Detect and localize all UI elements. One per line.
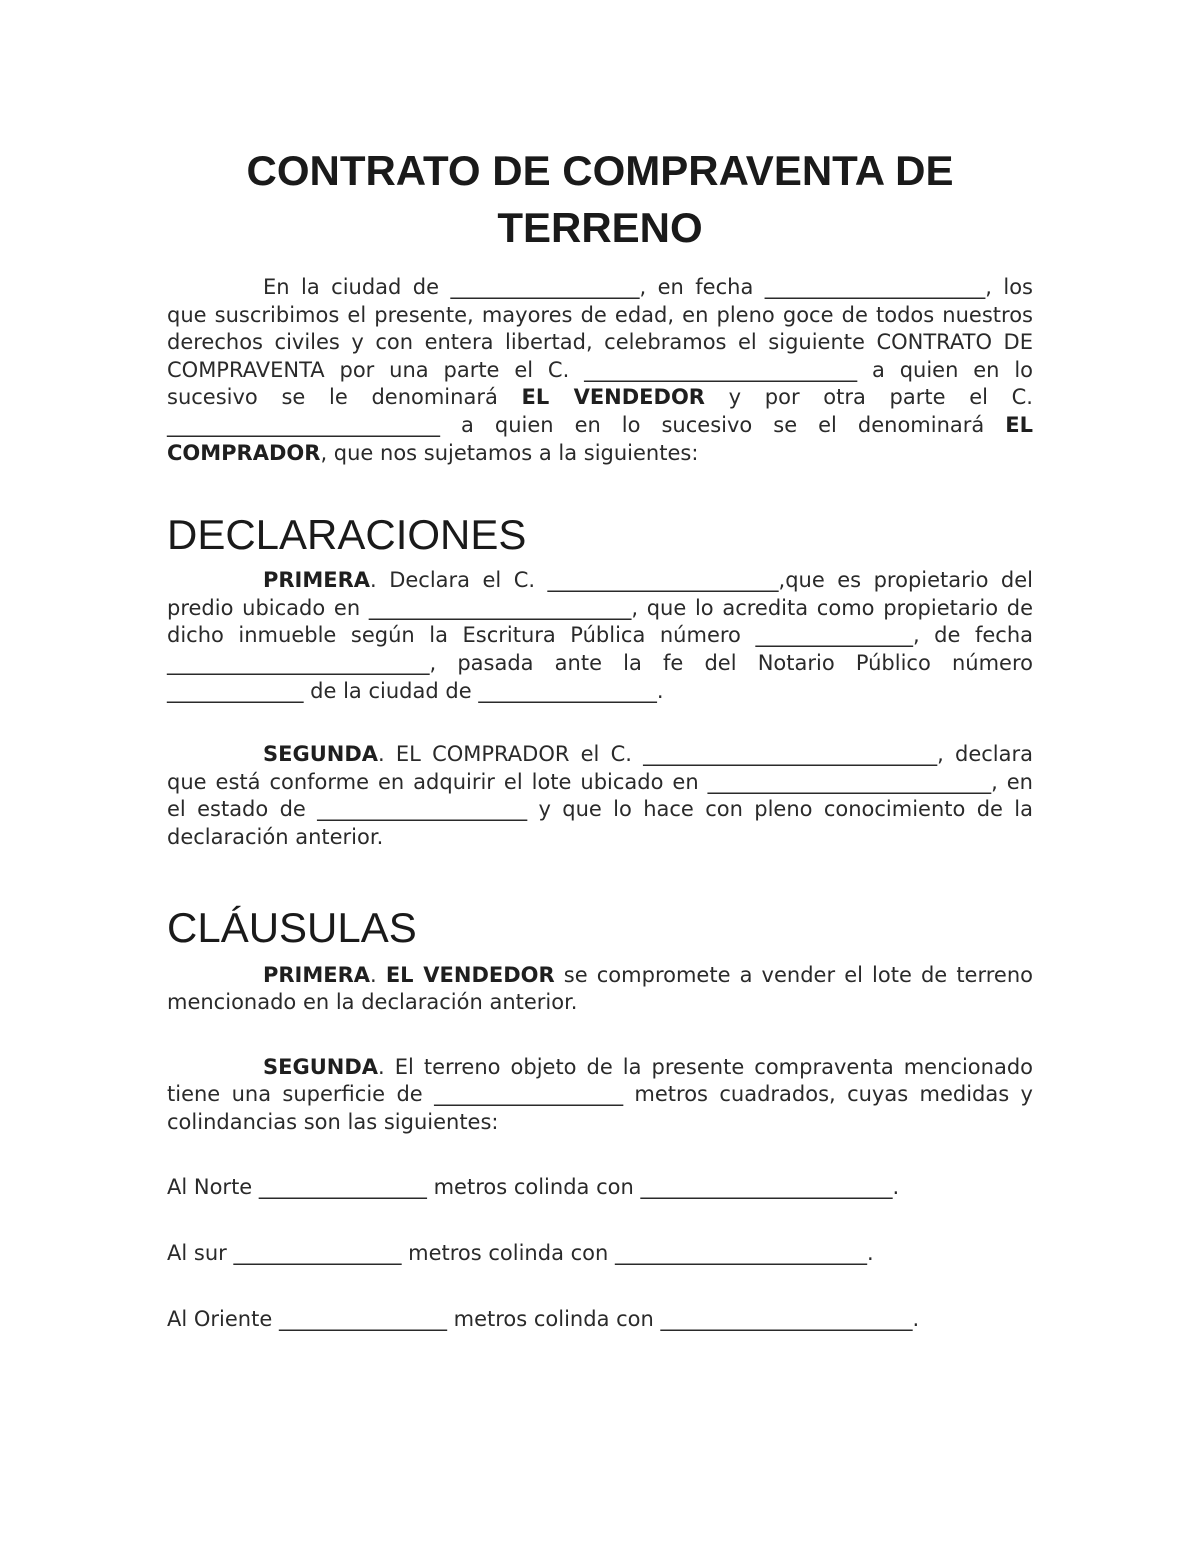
boundary-text: Al sur (167, 1241, 234, 1266)
clause-text: metros cuadrados, cuyas medidas y colindancias son las siguientes: (167, 1082, 1033, 1134)
clause-text: , declara que está conforme en adquirir el lote ubicado en (167, 742, 1033, 794)
buyer-name-blank: __________________________ (167, 412, 440, 437)
boundary-text: . (892, 1175, 900, 1200)
south-neighbor-blank: ________________________ (615, 1241, 867, 1266)
deed-number-blank: _______________ (755, 623, 913, 648)
clause-text: . El terreno objeto de la presente compraventa mencionado tiene una superficie de (167, 1054, 1033, 1107)
clause-text: , pasada ante la fe del Notario Público número (429, 650, 1033, 675)
boundary-north (167, 1174, 1033, 1202)
title-line-2: TERRENO (497, 204, 703, 251)
clause-label: SEGUNDA (263, 1054, 379, 1079)
buyer-term: EL COMPRADOR (167, 412, 1033, 465)
surface-area-blank: __________________ (434, 1082, 624, 1107)
date-blank: _____________________ (764, 275, 986, 299)
clause-text: se compromete a vender el lote de terreno mencionado en la declaración anterior. (167, 962, 1033, 1015)
declaraciones-heading: DECLARACIONES (167, 511, 527, 559)
north-meters-blank: ________________ (258, 1175, 427, 1200)
declaracion-primera (167, 567, 1033, 705)
clause-text: . Declara el C. (370, 568, 548, 593)
deed-date-blank: _________________________ (167, 650, 430, 675)
intro-text: , los que suscribimos el presente, mayores de edad, en pleno goce de todos nuestros derechos civiles y con entera libertad, celebramos el siguiente CONTRATO DE COMPRAVENTA por una parte el C. (167, 275, 1034, 382)
boundary-text: metros colinda con (401, 1241, 615, 1266)
boundary-text: metros colinda con (446, 1306, 661, 1331)
clausula-primera (167, 962, 1033, 1017)
clause-text: , en el estado de (167, 769, 1033, 822)
clause-text: , que lo acredita como propietario de dicho inmueble según la Escritura Pública número (167, 595, 1033, 648)
declaracion-segunda (167, 741, 1033, 851)
boundary-east (167, 1306, 1033, 1334)
boundary-text: Al Norte (167, 1175, 259, 1200)
boundary-text: . (912, 1306, 920, 1331)
lot-location-blank: ___________________________ (707, 769, 992, 794)
clause-text: y que lo hace con pleno conocimiento de la declaración anterior. (167, 797, 1033, 849)
clause-text: ,que es propietario del predio ubicado en (167, 568, 1033, 620)
boundary-text: metros colinda con (426, 1175, 641, 1200)
clause-text: de la ciudad de (303, 678, 479, 703)
city-blank: __________________ (450, 275, 640, 299)
owner-name-blank: ______________________ (547, 568, 779, 593)
state-blank: ____________________ (317, 797, 528, 822)
seller-term: EL VENDEDOR (385, 962, 555, 987)
intro-text: , que nos sujetamos a la siguientes: (320, 440, 699, 465)
clause-label: SEGUNDA (263, 742, 379, 767)
property-location-blank: _________________________ (368, 595, 632, 620)
boundary-text: Al Oriente (167, 1306, 279, 1331)
clausulas-heading: CLÁUSULAS (167, 903, 417, 951)
notary-number-blank: _____________ (167, 678, 304, 703)
intro-paragraph (167, 274, 1033, 467)
notary-city-blank: _________________ (478, 678, 657, 703)
clausula-segunda (167, 1054, 1033, 1137)
clause-text: . (370, 962, 386, 987)
intro-text: a quien en lo sucesivo se le denominará (167, 357, 1034, 410)
north-neighbor-blank: ________________________ (640, 1175, 893, 1200)
east-neighbor-blank: ________________________ (660, 1306, 913, 1331)
seller-term: EL VENDEDOR (521, 385, 705, 410)
boundary-south (167, 1240, 1033, 1268)
title-line-1: CONTRATO DE COMPRAVENTA DE (246, 147, 954, 194)
intro-text: En la ciudad de (263, 275, 451, 299)
clause-text: . EL COMPRADOR el C. (378, 742, 644, 767)
seller-name-blank: __________________________ (584, 357, 858, 382)
clause-label: PRIMERA (263, 962, 371, 987)
buyer-name-blank: ____________________________ (643, 742, 938, 767)
boundary-text: . (867, 1241, 874, 1266)
clause-text: , de fecha (912, 623, 1033, 648)
south-meters-blank: ________________ (233, 1241, 402, 1266)
clause-text: . (656, 678, 664, 703)
intro-text: y por otra parte el C. (704, 385, 1033, 410)
clause-label: PRIMERA (263, 568, 371, 593)
east-meters-blank: ________________ (278, 1306, 447, 1331)
intro-text: a quien en lo sucesivo se el denominará (440, 412, 1006, 437)
document-title (167, 142, 1033, 256)
document-body (167, 142, 1033, 1333)
intro-text: , en fecha (639, 275, 765, 299)
